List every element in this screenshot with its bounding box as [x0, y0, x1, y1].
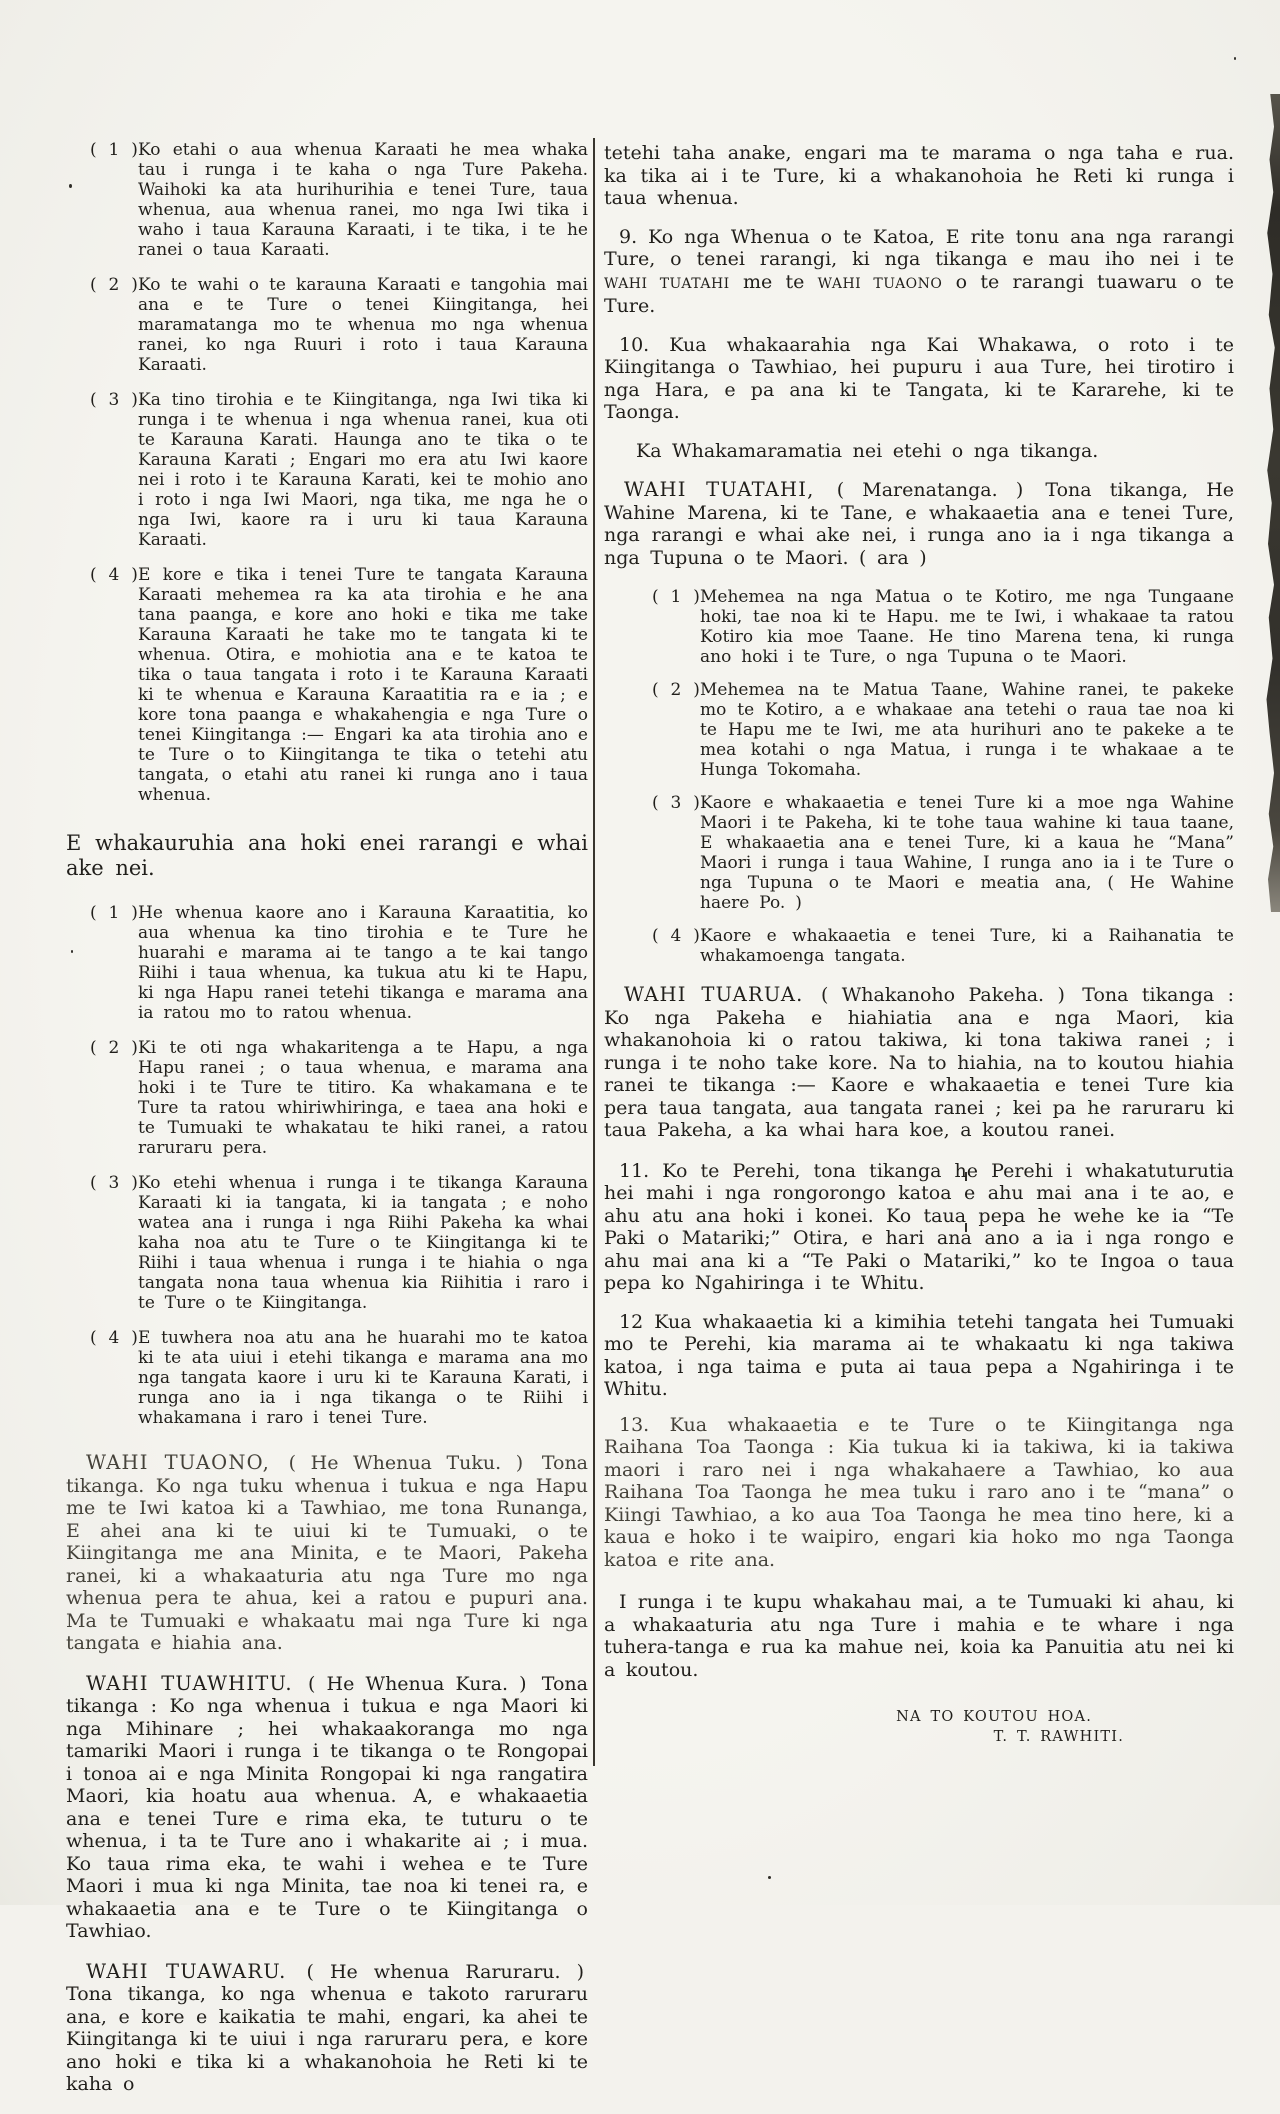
section-heading: WAHI TUATAHI, [624, 478, 815, 501]
signature-block [604, 1709, 1234, 1745]
item-number: ( 3 ) [90, 1173, 139, 1193]
paragraph-9-text: o te rarangi tuawaru o te Ture. [604, 270, 1235, 317]
item-text: Mehemea na te Matua Taane, Wahine ranei, te pakeke mo te Kotiro, a e whakaae ana tetehi o raua tae noa ki te Hapu me te Iwi, me ata hurihuri ano te pakeke a te mea kotahi o nga Matua, i runga i te whakaae a te Hunga Tokomaha. [700, 680, 1234, 780]
closing-paragraph: I runga i te kupu whakahau mai, a te Tumuaki ki ahau, ki a whakaaturia atu nga Ture i mahia e te whare i nga tuhera-tanga e rua ka mahue nei, koia ka Panuitia atu nei ki a koutou. [604, 1591, 1234, 1681]
item-text: Kaore e whakaaetia e tenei Ture, ki a Raihanatia te whakamoenga tangata. [700, 926, 1234, 966]
explanation-lead-line: Ka Whakamaramatia nei etehi o nga tikanga. [636, 439, 1099, 462]
item-number: ( 4 ) [652, 926, 701, 946]
item-text: Ko te wahi o te karauna Karaati e tangohia mai ana e te Ture o tenei Kiingitanga, hei maramatanga mo te whenua mo nga whenua ranei, ko nga Ruuri i roto i taua Karauna Karaati. [138, 275, 588, 375]
section-paren: ( He Whenua Tuku. ) [288, 1452, 524, 1474]
signature-name: T. T. RAWHITI. [993, 1729, 1124, 1745]
list-item-b3 [66, 1173, 588, 1313]
section-wahi-tuaono [66, 1452, 588, 1655]
section-text: Tona tikanga. Ko nga tuku whenua i tukua e nga Hapu me te Iwi katoa ki a Tawhiao, me tona Runanga, E ahei ana ki te uiui ki te Tumuaki, o te Kiingitanga me ana Minita, e te Maori, Pakeha ranei, ki a whakaaturia atu nga Ture mo nga whenua pera te ahua, kei a ratou e pupuri ana. Ma te Tumuaki e whakaatu mai nga Ture ki nga tangata e hiahia ana. [66, 1452, 589, 1654]
paragraph-10: 10. Kua whakaarahia nga Kai Whakawa, o roto i te Kiingitanga o Tawhiao, hei pupuru i aua Ture, hei tirotiro i nga Hara, e pa ana ki te Tangata, ki te Kararehe, ki te Taonga. [604, 333, 1234, 423]
paragraph-9-text: me te [729, 270, 818, 293]
paragraph-13: 13. Kua whakaaetia e te Ture o te Kiingitanga nga Raihana Toa Taonga : Kia tukua ki ia takiwa, ki ia takiwa maori i raro nei i nga whakahaere a Tawhiao, ko aua Raihana Toa Taonga he mea tuku i raro ano i te “mana” o Kiingi Tawhiao, a ko aua Toa Taonga he mea tino here, ki a kaua e hoko i te waipiro, engari kia hoko mo nga Taonga katoa e rite ana. [604, 1413, 1234, 1571]
section-wahi-tuatahi [604, 479, 1234, 569]
item-number: ( 1 ) [90, 140, 139, 160]
section-wahi-tuawaru [66, 1961, 588, 2096]
left-column [66, 140, 588, 2114]
signature-salutation: NA TO KOUTOU HOA. [896, 1709, 1092, 1725]
list-item-a1 [66, 140, 588, 260]
list-item-a2 [66, 275, 588, 375]
ink-speck [1234, 57, 1236, 60]
list-item-b4 [66, 1328, 588, 1428]
section-heading: WAHI TUARUA. [624, 983, 804, 1006]
section-paren: ( Marenatanga. ) [836, 479, 1024, 501]
item-text: Ko etahi o aua whenua Karaati he mea whaka tau i runga i te kaha o nga Ture Pakeha. Waihoki ka ata hurihurihia e tenei Ture, taua whenua, aua whenua ranei, mo nga Iwi tika i waho i taua Karauna Karaati, i te tika, i te he ranei o taua Karaati. [138, 140, 588, 260]
section-text: Tona tikanga, ko nga whenua e takoto raruraru ana, e kore e kaikatia te mahi, engari, ka ahei te Kiingitanga ki te uiui i nga raruraru pera, e kore ano hoki e tika ki a whakanohoia he Reti ki te kaha o [66, 1983, 588, 2095]
right-column [604, 142, 1234, 1745]
item-number: ( 4 ) [90, 1328, 139, 1348]
paragraph-9 [604, 226, 1234, 318]
list-item-m3 [604, 793, 1234, 913]
item-number: ( 2 ) [652, 680, 701, 700]
item-text: Ko etehi whenua i runga i te tikanga Karauna Karaati ki ia tangata, ki ia tangata ; e noho watea ana i runga i nga Riihi Pakeha ka whai kaha noa atu te Ture o te Kiingitanga ki te Riihi i taua whenua i runga i te hiahia o nga tangata nona taua whenua kia Riihitia i raro i te Ture o te Kiingitanga. [138, 1173, 588, 1313]
paragraph-12: 12 Kua whakaaetia ki a kimihia tetehi tangata hei Tumuaki mo te Perehi, kia marama ai te whakaatu ki nga takiwa katoa, i nga taima e puta ai taua pepa a Ngahiringa i te Whitu. [604, 1310, 1234, 1400]
paragraph-11: 11. Ko te Perehi, tona tikanga he Perehi i whakatuturutia hei mahi i nga rongorongo katoa e ahu mai ana i te ao, e ahu atu ana hoki i konei. Ko taua pepa he wehe ke ia “Te Paki o Matariki;” Otira, e hari ana ano a ia i nga rongo e ahu mai ana ki a “Te Paki o Matariki,” ko te Ingoa o taua pepa ko Ngahiringa i te Whitu. [604, 1159, 1234, 1294]
item-text: Ka tino tirohia e te Kiingitanga, nga Iwi tika ki runga i te whenua i nga whenua ranei, kua oti te Karauna Karati. Haunga ano te tika o te Karauna Karati ; Engari mo era atu Iwi kaore nei i roto i te Karauna Karati, kei te mohio ano i roto i nga Iwi Maori, nga tika, me nga he o nga Iwi, kaore ra i uru ki taua Karauna Karaati. [138, 390, 588, 550]
item-number: ( 3 ) [652, 793, 701, 813]
section-heading: WAHI TUAONO, [86, 1451, 271, 1474]
item-number: ( 1 ) [90, 903, 139, 923]
section-paren: ( Whakanoho Pakeha. ) [820, 984, 1065, 1006]
item-text: He whenua kaore ano i Karauna Karaatitia, ko aua whenua ka tino tirohia e te Ture he huarahi e marama ai te tango a te kai tango Riihi i taua whenua, ka tukua atu ki te Hapu, ki nga Hapu ranei tetehi tikanga e marama ana ia ratou mo to ratou whenua. [138, 903, 588, 1023]
paragraph-9-text: 9. Ko nga Whenua o te Katoa, E rite tonu ana nga rarangi Ture, o tenei rarangi, ki nga tikanga e mau iho nei i te [604, 225, 1234, 270]
item-text: Mehemea na nga Matua o te Kotiro, me nga Tungaane hoki, tae noa ki te Hapu. me te Iwi, i whakaae ta ratou Kotiro kia moe Taane. He tino Marena tena, ki runga ano hoki i te Ture, o nga Tupuna o te Maori. [700, 587, 1234, 667]
paragraph-continuation: tetehi taha anake, engari ma te marama o nga taha e rua. ka tika ai i te Ture, ki a whakanohoia he Reti ki runga i taua whenua. [604, 142, 1234, 209]
item-text: Ki te oti nga whakaritenga a te Hapu, a nga Hapu ranei ; o taua whenua, e marama ana hoki i te Ture te titiro. Ka whakamana e te Ture ta ratou whiriwhiringa, e taea ana hoki e te Tumuaki te whakatau te hiki ranei, a ratou raruraru pera. [138, 1038, 588, 1158]
section-text: Tona tikanga : Ko nga Pakeha e hiahiatia ana e nga Maori, kia whakanohoia ki o ratou takiwa, ki tona takiwa ranei ; i runga i te noho take kore. Na to hiahia, na to koutou hiahia ranei te tikanga :— Kaore e whakaaetia e tenei Ture kia pera taua tangata, aua tangata ranei ; kei pa he raruraru ki taua Pakeha, a ka whai hara koe, a koutou ranei. [604, 984, 1234, 1141]
list-item-m1 [604, 587, 1234, 667]
item-text: Kaore e whakaaetia e tenei Ture ki a moe nga Wahine Maori i te Pakeha, ki te tohe taua wahine ki taua taane, E whakaaetia ana e tenei Ture, ki a kaua he “Mana” Maori i runga i taua Wahine, I runga ano ia i te Ture o nga Tupuna o te Maori e meatia ana, ( He Wahine haere Po. ) [700, 793, 1234, 913]
section-heading: WAHI TUAWHITU. [86, 1671, 293, 1695]
section-paren: ( He Whenua Kura. ) [307, 1672, 527, 1695]
list-item-a4 [66, 565, 588, 805]
item-text: E kore e tika i tenei Ture te tangata Karauna Karaati mehemea ra ka ata tirohia e he ana tana paanga, e kore ano hoki e tika me take Karauna Karaati he take mo te tangata ki te whenua. Otira, e mohiotia ana e te katoa te tika o taua tangata i roto i te Karauna Karaati ki te whenua e Karauna Karaatitia ra e ia ; e kore tona paanga e whakahengia e nga Ture o tenei Kiingitanga :— Engari ka ata tirohia ano e te Ture o to Kiingitanga te tika o tetehi atu tangata, o etahi atu ranei ki runga ano i taua whenua. [138, 565, 588, 805]
section-wahi-tuarua [604, 984, 1234, 1142]
item-number: ( 1 ) [652, 587, 701, 607]
item-number: ( 4 ) [90, 565, 139, 585]
list-item-a3 [66, 390, 588, 550]
item-number: ( 2 ) [90, 1038, 139, 1058]
section-wahi-tuawhitu [66, 1673, 588, 1943]
column-divider-rule [593, 138, 595, 1766]
list-item-m2 [604, 680, 1234, 780]
ink-speck [768, 1876, 771, 1879]
list-item-b2 [66, 1038, 588, 1158]
list-item-b1 [66, 903, 588, 1023]
smallcaps-wahi-tuatahi: WAHI TUATAHI [604, 275, 730, 292]
item-number: ( 3 ) [90, 390, 139, 410]
section-paren: ( He whenua Raruraru. ) [306, 1960, 584, 1983]
intro-line: E whakauruhia ana hoki enei rarangi e whai ake nei. [66, 831, 588, 880]
item-text: E tuwhera noa atu ana he huarahi mo te katoa ki te ata uiui i etehi tikanga e marama ana mo nga tangata kaore i uru ki te Karauna Karati, i runga ano ia i nga tikanga o te Riihi i whakamana i raro i tenei Ture. [138, 1328, 588, 1428]
item-number: ( 2 ) [90, 275, 139, 295]
section-text: Tona tikanga, He Wahine Marena, ki te Tane, e whakaaetia ana e tenei Ture, nga rarangi e whai ake nei, i runga ano ia i nga tikanga a nga Tupuna o te Maori. ( ara ) [604, 479, 1235, 569]
section-heading: WAHI TUAWARU. [86, 1959, 287, 1983]
section-text: Tona tikanga : Ko nga whenua i tukua e nga Maori ki nga Mihinare ; hei whakaakoranga mo nga tamariki Maori i runga i te tikanga o te Rongopai i tonoa ai e nga Minita Rongopai ki nga rangatira Maori, kia hoatu aua whenua. A, e whakaaetia ana e tenei Ture e rima eka, te tuturu o te whenua, i ta te Ture ano i whakarite ai ; i mua. Ko taua rima eka, te wahi i wehea e te Ture Maori i mua ki nga Minita, tae noa ki tenei ra, e whakaaetia ana e te Ture o te Kiingitanga o Tawhiao. [66, 1672, 588, 1942]
smallcaps-wahi-tuaono: WAHI TUAONO [817, 275, 943, 292]
list-item-m4 [604, 926, 1234, 966]
